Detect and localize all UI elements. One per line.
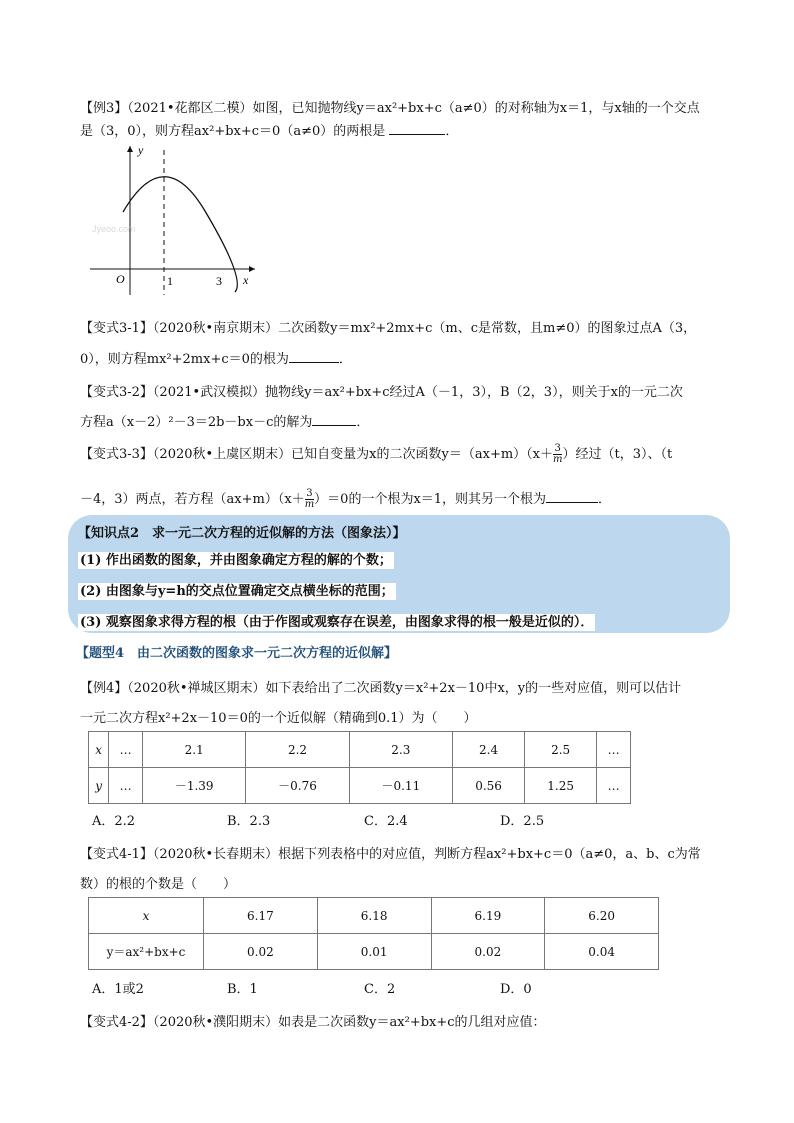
- v32-line2-end: ．: [356, 415, 370, 430]
- table-cell: …: [597, 732, 631, 768]
- table-cell: …: [109, 732, 143, 768]
- v31-line2: [80, 348, 352, 367]
- table-cell: 2.4: [453, 732, 525, 768]
- option-b[interactable]: B．1: [227, 982, 258, 997]
- ex3-line2-text: 是（3，0），则方程ax²+bx+c＝0（a≠0）的两根是: [80, 124, 386, 139]
- v33-line2-b: ）＝0的一个根为x＝1，则其另一个根为: [314, 492, 547, 507]
- v31-line2-text: 0），则方程mx²+2mx+c＝0的根为: [80, 352, 289, 367]
- ex4-line1: 【例4】（2020秋•禅城区期末）如下表给出了二次函数y＝x²+2x－10中x，y的一些对应值，则可以估计: [80, 681, 682, 696]
- parabola-graph: [85, 140, 265, 300]
- table-cell: 6.17: [204, 898, 318, 934]
- table-cell: 2.1: [143, 732, 246, 768]
- v33-line2-end: ．: [598, 492, 612, 507]
- ex4-table: [88, 731, 631, 804]
- ex3-line1: 【例3】（2021•花都区二模）如图，已知抛物线y＝ax²+bx+c（a≠0）的对称轴为x＝1，与x轴的一个交点: [80, 101, 700, 116]
- v33-line1: [80, 443, 672, 465]
- knowledge-title: 【知识点2 求一元二次方程的近似解的方法（图象法）】: [78, 526, 406, 541]
- table-cell: 1.25: [525, 768, 597, 804]
- option-c[interactable]: C．2.4: [364, 814, 408, 829]
- option-a[interactable]: A．2.2: [92, 814, 136, 829]
- knowledge-item-1-text: (1) 作出函数的图象，并由图象确定方程的解的个数；: [80, 553, 392, 568]
- v33-line1-a: 【变式3-3】（2020秋•上虞区期末）已知自变量为x的二次函数y＝（ax+m）（x＋: [80, 447, 553, 462]
- v31-line2-end: ．: [338, 352, 352, 367]
- table-cell: 2.5: [525, 732, 597, 768]
- answer-blank: [289, 350, 339, 363]
- v41-line1: 【变式4-1】（2020秋•长春期末）根据下列表格中的对应值，判断方程ax²+bx+c＝0（a≠0，a、b、c为常: [80, 847, 701, 862]
- y-label: y: [138, 143, 144, 157]
- table-cell: …: [109, 768, 143, 804]
- v33-line1-b: ）经过（t，3）、（t: [562, 447, 673, 462]
- v33-line2-a: －4，3）两点，若方程（ax+m）（x＋: [80, 492, 305, 507]
- table-cell: －1.39: [143, 768, 246, 804]
- frac-den: m: [553, 454, 563, 465]
- table-row: [89, 732, 631, 768]
- v32-line2-text: 方程a（x－2）²－3＝2b－bx－c的解为: [80, 415, 313, 430]
- table-cell: 0.02: [431, 934, 545, 970]
- frac-den: m: [304, 499, 315, 510]
- knowledge-item-2: [78, 580, 396, 599]
- table-cell: 2.3: [349, 732, 452, 768]
- table-cell: y: [89, 768, 109, 804]
- x-label: x: [243, 273, 249, 287]
- answer-blank: [389, 122, 445, 135]
- v41-table: [88, 897, 659, 970]
- v32-line2: [80, 411, 369, 430]
- answer-blank: [546, 490, 598, 503]
- table-cell: 6.19: [431, 898, 545, 934]
- option-a[interactable]: A．1或2: [92, 982, 144, 997]
- v33-line2: [80, 488, 611, 510]
- frac-num: 3: [554, 443, 561, 454]
- option-c[interactable]: C．2: [364, 982, 396, 997]
- watermark: Jyeoo.com: [92, 224, 136, 234]
- table-cell: 0.04: [545, 934, 659, 970]
- table-row: [89, 934, 659, 970]
- ex3-line2: [80, 120, 458, 139]
- table-cell: 6.18: [317, 898, 431, 934]
- table-cell: 0.02: [204, 934, 318, 970]
- table-cell: 6.20: [545, 898, 659, 934]
- table-cell: …: [597, 768, 631, 804]
- table-row: [89, 898, 659, 934]
- v32-line1: 【变式3-2】（2021•武汉模拟）抛物线y＝ax²+bx+c经过A（－1，3），B（2，3），则关于x的一元二次: [80, 385, 683, 400]
- table-cell: x: [89, 732, 109, 768]
- table-cell: x: [89, 898, 204, 934]
- frac-num: 3: [306, 488, 313, 499]
- table-cell: y＝ax²+bx+c: [89, 934, 204, 970]
- knowledge-item-3-text: (3) 观察图象求得方程的根（由于作图或观察存在误差，由图象求得的根一般是近似的）．: [80, 615, 594, 630]
- origin-label: O: [116, 272, 125, 286]
- table-cell: －0.11: [349, 768, 452, 804]
- table-cell: 0.01: [317, 934, 431, 970]
- v42-line1: 【变式4-2】（2020秋•濮阳期末）如表是二次函数y＝ax²+bx+c的几组对应值：: [80, 1015, 546, 1030]
- ex4-line2: 一元二次方程x²+2x－10＝0的一个近似解（精确到0.1）为（ ）: [80, 711, 477, 726]
- answer-blank: [312, 413, 356, 426]
- option-b[interactable]: B．2.3: [227, 814, 271, 829]
- fraction-3-over-m: [305, 489, 314, 510]
- v41-line2: 数）的根的个数是（ ）: [80, 877, 237, 892]
- table-cell: －0.76: [246, 768, 349, 804]
- table-cell: 2.2: [246, 732, 349, 768]
- tick-3-label: 3: [216, 274, 222, 288]
- ex3-line2-end: ．: [445, 124, 459, 139]
- knowledge-item-1: [78, 549, 394, 568]
- tick-1-label: 1: [167, 274, 173, 288]
- option-d[interactable]: D．2.5: [500, 814, 545, 829]
- table-row: [89, 768, 631, 804]
- option-d[interactable]: D．0: [500, 982, 532, 997]
- table-cell: 0.56: [453, 768, 525, 804]
- knowledge-item-2-text: (2) 由图象与y=h的交点位置确定交点横坐标的范围；: [80, 584, 394, 599]
- v31-line1: 【变式3-1】（2020秋•南京期末）二次函数y＝mx²+2mx+c（m、c是常数，且m≠0）的图象过点A（3，: [80, 321, 697, 336]
- knowledge-item-3: [78, 611, 595, 630]
- topic-heading: 【题型4 由二次函数的图象求一元二次方程的近似解】: [76, 646, 398, 661]
